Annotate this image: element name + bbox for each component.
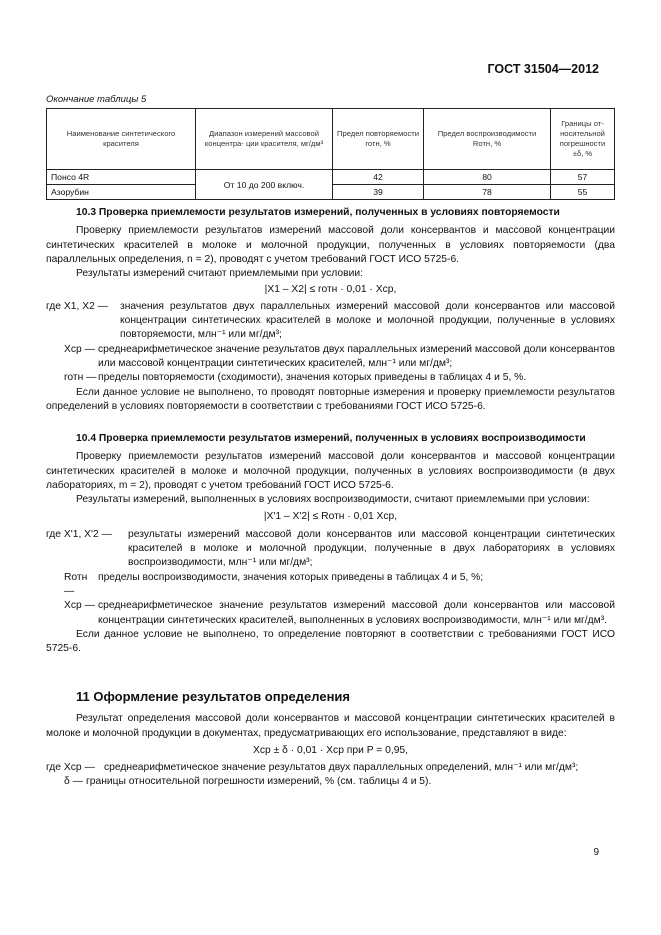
cell-r: 39 (333, 185, 424, 200)
paragraph: Проверку приемлемости результатов измерений массовой доли консервантов и массовой концентрации синтетических красителей в молоке и молочной продукции, полученных в условиях воспроизводимости (в двух лабораториях, m = 2), проводят с учетом требований ГОСТ ИСО 5725-6. (46, 451, 615, 491)
formula-result: Xср ± δ · 0,01 · Xср при P = 0,95, (252, 744, 409, 756)
table-header-row (47, 109, 615, 170)
definition-r (46, 371, 615, 385)
definition-xav (46, 761, 615, 775)
table-caption: Окончание таблицы 5 (46, 94, 147, 105)
definition-term: где Xср — (46, 762, 95, 774)
definition-text: среднеарифметическое значение результатов измерений массовой доли консервантов или массовой концентрации синтетических красителей, выполненных в условиях воспроизводимости, млн⁻¹ или мг/дм³. (98, 600, 615, 626)
paragraph: Проверку приемлемости результатов измерений массовой доли консервантов и массовой концентрации синтетических красителей в молоке и молочной продукции, полученных в условиях повторяемости (два параллельных определения, n = 2), проводят с учетом требований ГОСТ ИСО 5725-6. (46, 225, 615, 265)
definition-term: Xср — (64, 343, 95, 355)
definition-xav (46, 599, 615, 628)
col-header-repeatability: Предел повторяемости rотн, % (333, 109, 424, 170)
definition-delta (46, 775, 615, 789)
definition-x1-x2-prime (46, 528, 615, 571)
formula-reproducibility: |X'1 – X'2| ≤ Rотн · 0,01 Xср, (263, 511, 398, 523)
cell-r: 42 (333, 170, 424, 185)
definition-xav (46, 343, 615, 372)
cell-range: От 10 до 200 включ. (196, 170, 333, 200)
definition-text: среднеарифметическое значение результатов двух параллельных определений, млн⁻¹ или мг/дм³; (104, 762, 579, 774)
definition-term: Xср — (64, 600, 95, 612)
paragraph: Результаты измерений считают приемлемыми при условии: (76, 268, 363, 280)
heading-11: 11 Оформление результатов определения (76, 689, 351, 704)
col-header-error: Границы от- носительной погрешности ±δ, % (551, 109, 615, 170)
definition-text: среднеарифметическое значение результатов двух параллельных измерений массовой доли консервантов или массовой концентрации синтетических красителей, млн⁻¹ или мг/дм³; (98, 343, 615, 369)
cell-R: 80 (424, 170, 551, 185)
paragraph: Если данное условие не выполнено, то проводят повторные измерения и проверку приемлемости результатов определений в условиях повторяемости в соответствии с требованиями ГОСТ ИСО 5725-6. (46, 386, 615, 412)
definition-text: значения результатов двух параллельных измерений массовой доли консервантов или массовой концентрации синтетических красителей в молоке и молочной продукции, полученные в условиях повторяемости, млн⁻¹ или мг/дм³; (120, 300, 615, 341)
definition-term: где X1, X2 — (46, 300, 108, 312)
section-10-4 (46, 432, 615, 656)
col-header-range: Диапазон измерений массовой концентра- ции красителя, мг/дм³ (196, 109, 333, 170)
section-10-3 (46, 206, 615, 414)
definition-term: rотн — (64, 372, 97, 384)
paragraph: Результат определения массовой доли консервантов и массовой концентрации синтетических красителей в молоке и молочной продукции в документах, предусматривающих его использование, представляют в виде: (46, 713, 615, 739)
definition-text: пределы повторяемости (сходимости), значения которых приведены в таблицах 4 и 5, %. (98, 372, 527, 384)
cell-name: Понсо 4R (47, 170, 196, 185)
cell-name: Азорубин (47, 185, 196, 200)
definition-term: Rотн — (64, 571, 88, 597)
definition-R (46, 571, 615, 600)
heading-10-3: 10.3 Проверка приемлемости результатов измерений, полученных в условиях повторяемости (76, 207, 560, 218)
col-header-name: Наименование синтетического красителя (47, 109, 196, 170)
table-5 (46, 108, 615, 200)
page-number: 9 (593, 847, 599, 858)
table-row (47, 170, 615, 185)
heading-10-4: 10.4 Проверка приемлемости результатов измерений, полученных в условиях воспроизводимости (76, 433, 586, 444)
definition-term: δ — (64, 776, 83, 788)
definition-text: границы относительной погрешности измерений, % (см. таблицы 4 и 5). (86, 776, 432, 788)
paragraph: Результаты измерений, выполненных в условиях воспроизводимости, считают приемлемыми при условии: (76, 494, 590, 506)
document-id: ГОСТ 31504—2012 (487, 62, 599, 76)
definition-text: результаты измерений массовой доли консервантов или массовой концентрации синтетических красителей в молоке и молочной продукции, полученные в двух лабораториях в условиях воспроизводимости, млн⁻¹ или мг/дм³; (128, 528, 615, 569)
formula-repeatability: |X1 – X2| ≤ rотн · 0,01 · Xср, (264, 284, 397, 296)
cell-delta: 55 (551, 185, 615, 200)
paragraph: Если данное условие не выполнено, то определение повторяют в соответствии с требованиями ГОСТ ИСО 5725-6. (46, 628, 615, 655)
section-11 (46, 690, 615, 790)
definition-term: где X'1, X'2 — (46, 528, 112, 540)
cell-delta: 57 (551, 170, 615, 185)
definition-text: пределы воспроизводимости, значения которых приведены в таблицах 4 и 5, %; (98, 571, 484, 583)
col-header-reproducibility: Предел воспроизводимости Rотн, % (424, 109, 551, 170)
definition-x1-x2 (46, 300, 615, 343)
cell-R: 78 (424, 185, 551, 200)
